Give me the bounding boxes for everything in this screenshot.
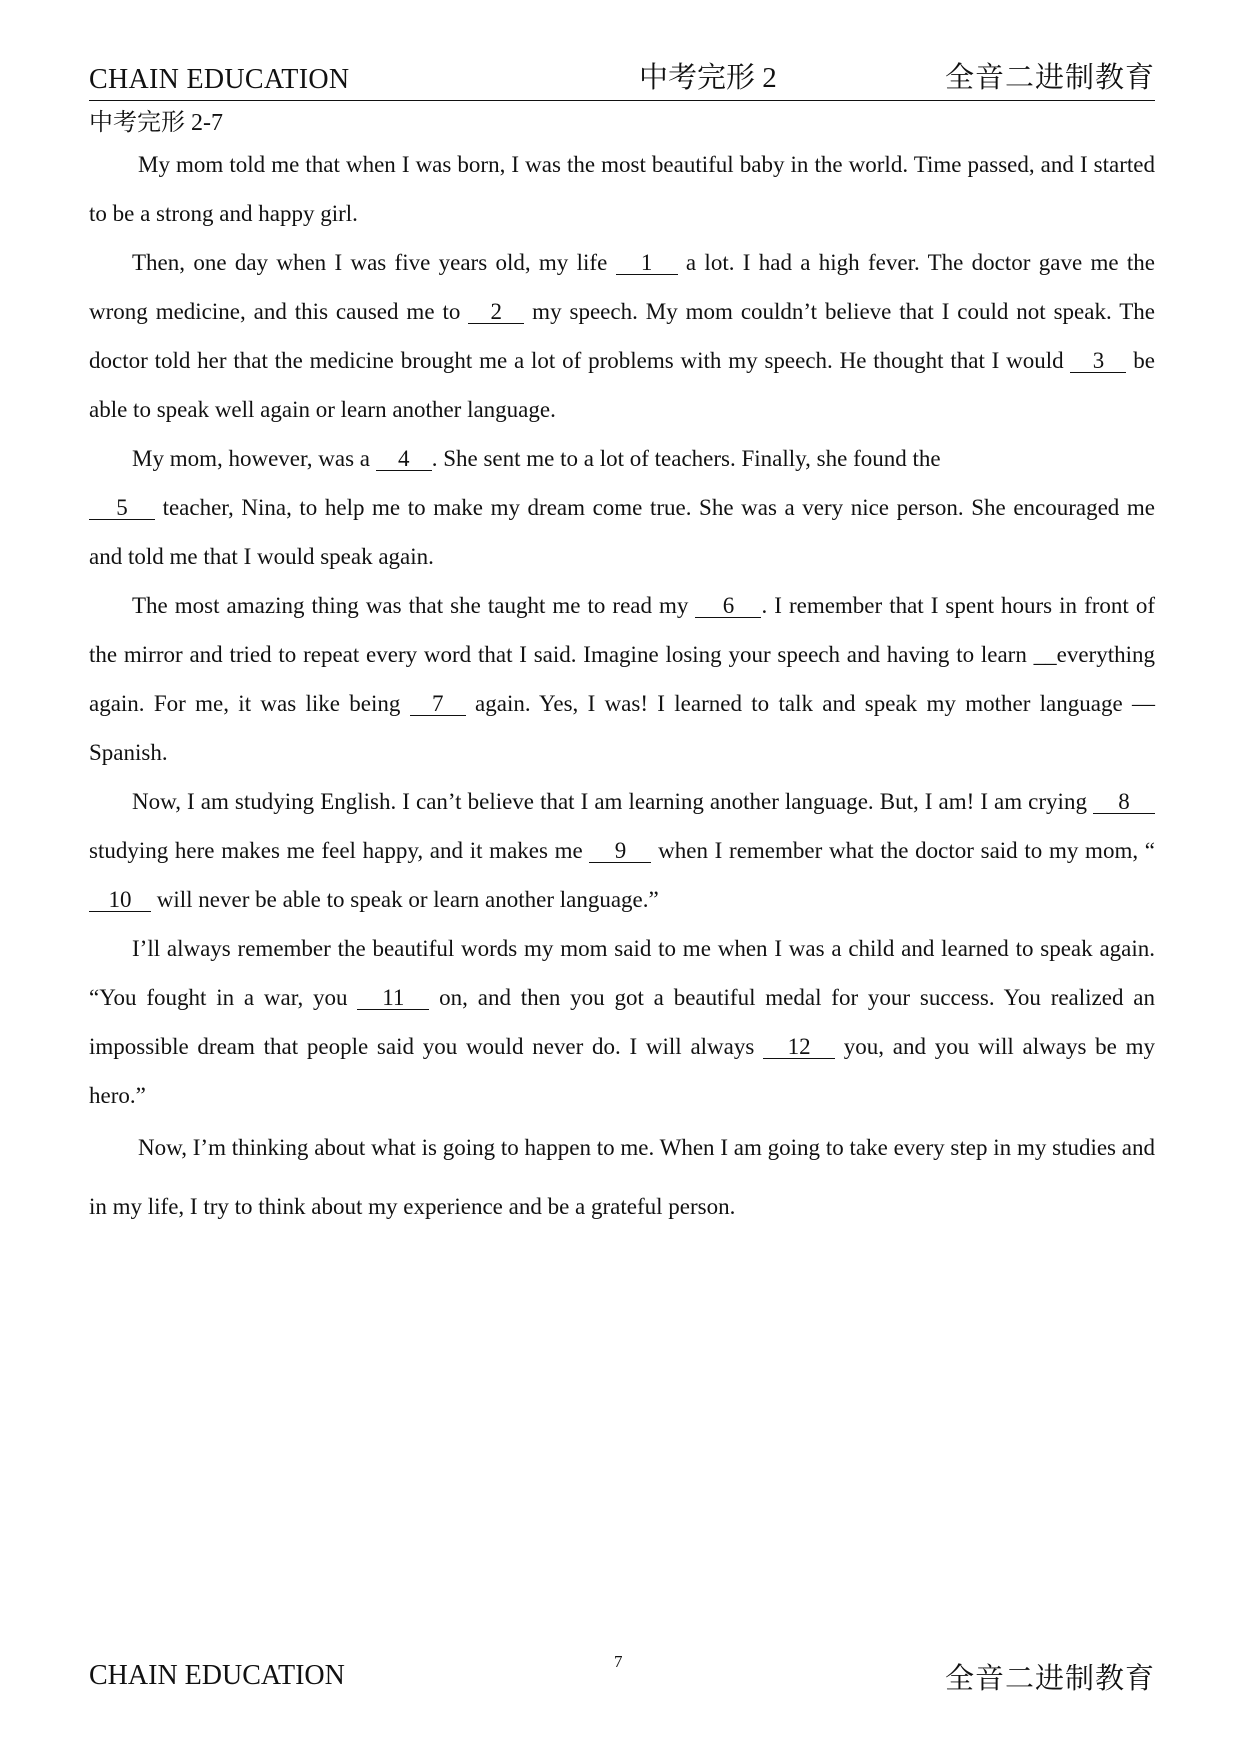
paragraph-text: My mom told me that when I was born, I was the most beautiful baby in the world. Time passed, and I started to be a strong and happy girl. — [89, 152, 1155, 226]
blank-4: 4 — [376, 448, 432, 471]
passage-body — [89, 140, 1155, 1236]
paragraph-text: when I remember what the doctor said to my mom, “ — [651, 838, 1155, 863]
header-center-text: 中考完形 2 — [639, 62, 777, 94]
paragraph-text: teacher, Nina, to help me to make my dream come true. She was a very nice person. She encouraged me and told me that I would speak again. — [89, 495, 1155, 569]
footer-right-text: 全音二进制教育 — [944, 1663, 1155, 1695]
paragraph-text: Then, one day when I was five years old, my life — [132, 250, 616, 275]
paragraph-7 — [89, 1118, 1155, 1236]
blank-7: 7 — [410, 693, 466, 716]
paragraph-text: on, and then you got a beautiful medal for your success. You realized an impossible dream that people said you would never do. I will always — [89, 985, 1155, 1059]
blank-12: 12 — [763, 1036, 835, 1059]
blank-10: 10 — [89, 889, 151, 912]
paragraph-text: My mom, however, was a — [132, 446, 376, 471]
paragraph-text: be able to speak well again or learn another language. — [89, 348, 1155, 422]
paragraph-text: studying here makes me feel happy, and it makes me — [89, 838, 590, 863]
blank-5: 5 — [89, 497, 155, 520]
footer-left-text: CHAIN EDUCATION — [89, 1660, 345, 1691]
blank-9: 9 — [589, 840, 651, 863]
blank-2: 2 — [468, 301, 524, 324]
paragraph-text: Now, I am studying English. I can’t believe that I am learning another language. But, I am! I am crying — [132, 789, 1093, 814]
blank-3: 3 — [1070, 350, 1126, 373]
paragraph-2 — [89, 238, 1155, 434]
paragraph-6 — [89, 924, 1155, 1120]
paragraph-4 — [89, 581, 1155, 777]
page-number: 7 — [614, 1652, 623, 1671]
paragraph-5 — [89, 777, 1155, 924]
paragraph-3 — [89, 434, 1155, 581]
blank-6: 6 — [695, 595, 761, 618]
blank-11: 11 — [357, 987, 429, 1010]
paragraph-text: will never be able to speak or learn another language.” — [151, 887, 659, 912]
paragraph-text: The most amazing thing was that she taught me to read my — [132, 593, 696, 618]
paragraph-text: again. Yes, I was! I learned to talk and speak my mother language — Spanish. — [89, 691, 1155, 765]
page-header — [89, 58, 1155, 101]
paragraph-text: you, and you will always be my hero.” — [89, 1034, 1155, 1108]
paragraph-1 — [89, 140, 1155, 238]
paragraph-text: . I remember that I spent hours in front of the mirror and tried to repeat every word that I said. Imagine losing your speech and having to learn __everything again. For me, it was like being — [89, 593, 1155, 716]
blank-8: 8 — [1093, 791, 1155, 814]
paragraph-text: . She sent me to a lot of teachers. Finally, she found the — [431, 446, 941, 471]
paragraph-text: a lot. I had a high fever. The doctor gave me the wrong medicine, and this caused me to — [89, 250, 1155, 324]
blank-1: 1 — [616, 252, 678, 275]
paragraph-text: I’ll always remember the beautiful words my mom said to me when I was a child and learned to speak again. “You fought in a war, you — [89, 936, 1155, 1010]
section-title: 中考完形 2-7 — [89, 110, 223, 136]
header-left-text: CHAIN EDUCATION — [89, 64, 350, 95]
paragraph-text: Now, I’m thinking about what is going to happen to me. When I am going to take every step in my studies and in my life, I try to think about my experience and be a grateful person. — [89, 1135, 1155, 1219]
paragraph-text: my speech. My mom couldn’t believe that I could not speak. The doctor told her that the medicine brought me a lot of problems with my speech. He thought that I would — [89, 299, 1155, 373]
header-right-text: 全音二进制教育 — [944, 62, 1155, 94]
